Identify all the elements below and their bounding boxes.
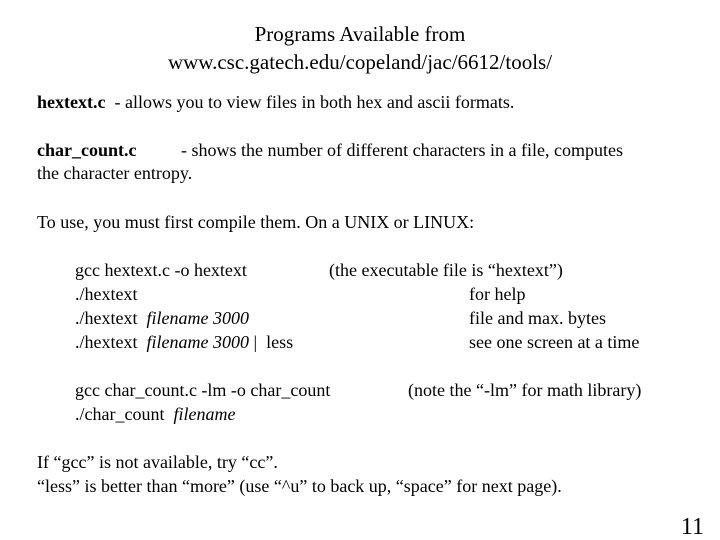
hextext-note-filename: file and max. bytes (469, 308, 606, 328)
program-name-hextext: hextext.c (37, 92, 106, 112)
cmd-arg: filename 3000 (146, 332, 249, 352)
hextext-compile-note: (the executable file is “hextext”) (329, 260, 563, 280)
hextext-cmd-less (75, 331, 293, 353)
char-count-run (75, 403, 235, 425)
program-name-char-count: char_count.c (37, 140, 137, 160)
char-count-compile-note: (note the “-lm” for math library) (408, 380, 642, 400)
program-desc-char-count-cont: the character entropy. (37, 163, 193, 183)
cmd: ./hextext (75, 284, 138, 304)
cmd-pipe: | less (248, 332, 294, 352)
program-desc-hextext: - allows you to view files in both hex and ascii formats. (114, 92, 515, 112)
cmd: ./char_count (75, 404, 165, 424)
program-hextext (37, 91, 514, 113)
hextext-note-help: for help (469, 284, 526, 304)
cmd: ./hextext (75, 308, 138, 328)
hextext-cmd-help (75, 283, 137, 305)
hextext-note-less: see one screen at a time (469, 332, 640, 352)
footer-note-gcc: If “gcc” is not available, try “cc”. (37, 452, 278, 472)
slide-title-line-1: Programs Available from (254, 22, 466, 46)
program-desc-char-count: - shows the number of different characters in a file, computes (181, 140, 624, 160)
footer-note-less: “less” is better than “more” (use “^u” to back up, “space” for next page). (37, 476, 562, 496)
usage-intro: To use, you must first compile them. On a UNIX or LINUX: (37, 212, 475, 232)
page-number: 11 (680, 514, 704, 540)
cmd: ./hextext (75, 332, 138, 352)
char-count-compile-cmd: gcc char_count.c -lm -o char_count (75, 380, 331, 400)
hextext-cmd-filename (75, 307, 249, 329)
cmd-arg: filename 3000 (146, 308, 249, 328)
hextext-compile-cmd: gcc hextext.c -o hextext (75, 260, 247, 280)
cmd-arg: filename (173, 404, 236, 424)
slide-title-line-2: www.csc.gatech.edu/copeland/jac/6612/tools/ (167, 50, 553, 74)
